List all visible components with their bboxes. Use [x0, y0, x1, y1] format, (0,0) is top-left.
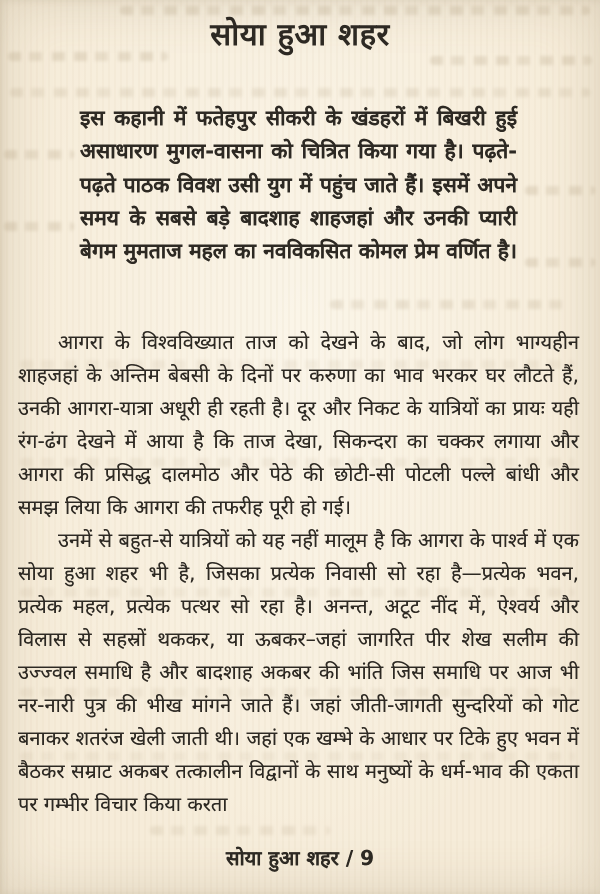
body-paragraph-2: उनमें से बहुत-से यात्रियों को यह नहीं मालूम है कि आगरा के पार्श्व में एक सोया हुआ शहर भी है, जिसका प्रत्येक निवासी सो रहा है—प्रत्येक भवन, प्रत्येक महल, प्रत्येक पत्थर सो रहा है। अनन्त, अटूट नींद में, ऐश्वर्य और विलास से सहस्रों थककर, या ऊबकर–जहां जागरित पीर शेख सलीम की उज्ज्वल समाधि है और बादशाह अकबर की भांति जिस समाधि पर आज भी नर-नारी पुत्र की भीख मांगने जाते हैं। जहां जीती-जागती सुन्दरियों को गोट बनाकर शतरंज खेली जाती थी। जहां एक खम्भे के आधार पर टिके हुए भवन में बैठकर सम्राट अकबर तत्कालीन विद्वानों के साथ मनुष्यों के धर्म-भाव की एकता पर गम्भीर विचार किया करता — [18, 528, 579, 816]
body-paragraph-1: आगरा के विश्वविख्यात ताज को देखने के बाद, जो लोग भाग्यहीन शाहजहां के अन्तिम बेबसी के दिनों पर करुणा का भाव भरकर घर लौटते हैं, उनकी आगरा-यात्रा अधूरी ही रहती है। दूर और निकट के यात्रियों का प्रायः यही रंग-ढंग देखने में आया है कि ताज देखा, सिकन्दरा का चक्कर लगाया और आगरा की प्रसिद्ध दालमोठ और पेठे की छोटी-सी पोटली पल्ले बांधी और समझ लिया कि आगरा की तफरीह पूरी हो गई। — [18, 330, 579, 519]
story-summary-block: इस कहानी में फतेहपुर सीकरी के खंडहरों में बिखरी हुई असाधारण मुगल-वासना को चित्रित किया गया है। पढ़ते-पढ़ते पाठक विवश उसी युग में पहुंच जाते हैं। इसमें अपने समय के सबसे बड़े बादशाह शाहजहां और उनकी प्यारी बेगम मुमताज महल का नवविकसित कोमल प्रेम वर्णित है। — [80, 106, 517, 264]
running-footer-title-page-number: सोया हुआ शहर / 9 — [225, 846, 374, 870]
story-title: सोया हुआ शहर — [210, 17, 390, 53]
